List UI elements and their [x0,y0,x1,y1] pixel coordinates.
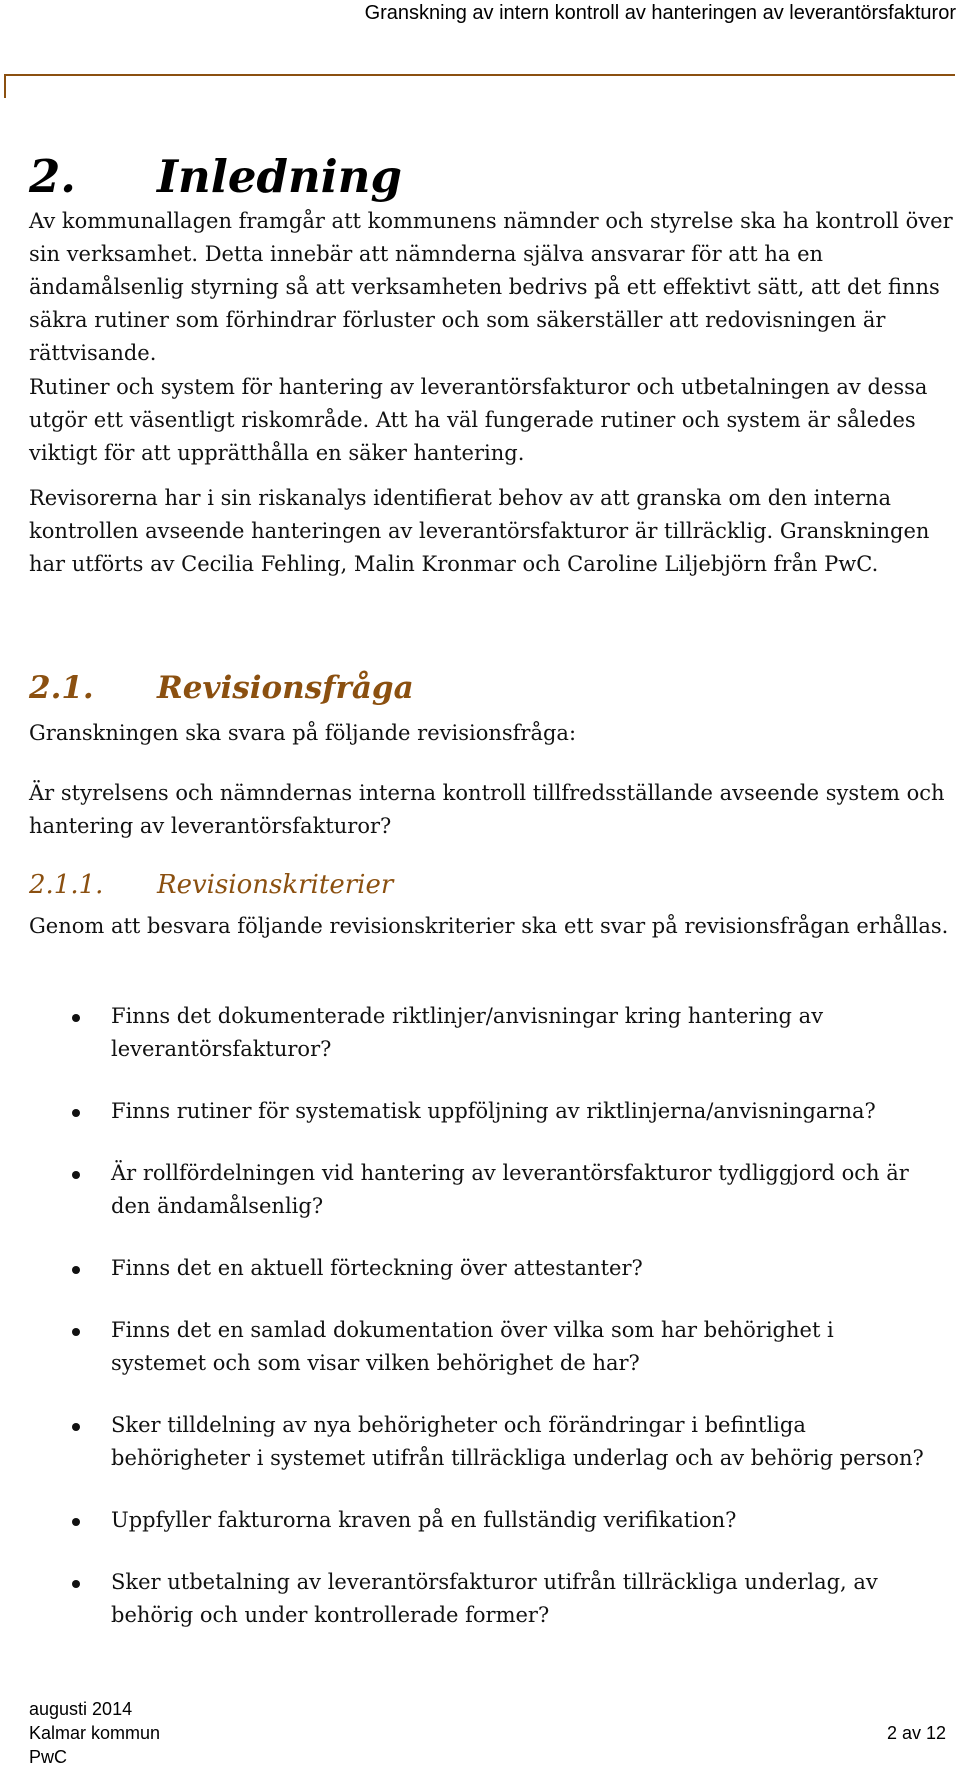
criteria-list [29,1000,929,1661]
subsubsection-title: Revisionskriterier [157,870,394,900]
list-item [29,1409,929,1475]
paragraph-text: Genom att besvara följande revisionskriterier ska ett svar på revisionsfrågan erhållas. [29,914,949,938]
list-item-text: Uppfyller fakturorna kraven på en fullständig verifikation? [111,1508,737,1532]
subsection-intro [29,717,959,750]
list-item-text: Finns det en samlad dokumentation över vilka som har behörighet i systemet och som visar vilken behörighet de har? [111,1318,834,1375]
header-rule-tick [4,74,6,98]
paragraph-text: Rutiner och system för hantering av leverantörsfakturor och utbetalningen av dessa utgör ett väsentligt riskområde. Att ha väl fungerade rutiner och system är således viktigt för att upprätthålla en säker hantering. [29,375,928,465]
paragraph-text: Granskningen ska svara på följande revisionsfråga: [29,721,577,745]
section-number: 2. [29,150,76,203]
list-item [29,1314,929,1380]
subsection-title: Revisionsfråga [157,670,414,706]
subsection-number: 2.1. [29,670,94,706]
subsubsection-number: 2.1.1. [29,870,104,900]
list-item [29,1095,929,1128]
list-item-text: Finns rutiner för systematisk uppföljning av riktlinjerna/anvisningarna? [111,1099,876,1123]
footer-organization: Kalmar kommun [29,1723,161,1743]
bullet-icon [72,1328,80,1336]
header-rule [4,74,955,76]
list-item-text: Finns det en aktuell förteckning över attestanter? [111,1256,643,1280]
bullet-icon [72,1580,80,1588]
section-paragraph-1 [29,205,959,370]
paragraph-text: Av kommunallagen framgår att kommunens nämnder och styrelse ska ha kontroll över sin verksamhet. Detta innebär att nämnderna själva ansvarar för att ha en ändamålsenlig styrning så att verksamheten bedrivs på ett effektivt sätt, att det finns säkra rutiner som förhindrar förluster och som säkerställer att redovisningen är rättvisande. [29,209,953,365]
bullet-icon [72,1518,80,1526]
bullet-icon [72,1266,80,1274]
footer-author: PwC [29,1747,68,1767]
running-header-title: Granskning av intern kontroll av hanteringen av leverantörsfakturor [364,2,956,24]
bullet-icon [72,1014,80,1022]
list-item [29,1504,929,1537]
list-item [29,1566,929,1632]
section-paragraph-3 [29,482,959,581]
list-item [29,1000,929,1066]
list-item-text: Är rollfördelningen vid hantering av leverantörsfakturor tydliggjord och är den ändamålsenlig? [111,1161,909,1218]
list-item-text: Sker utbetalning av leverantörsfakturor utifrån tillräckliga underlag, av behörig och under kontrollerade former? [111,1570,878,1627]
list-item-text: Sker tilldelning av nya behörigheter och förändringar i befintliga behörigheter i systemet utifrån tillräckliga underlag och av behörig person? [111,1413,924,1470]
section-paragraph-2 [29,371,959,470]
footer-date: augusti 2014 [29,1699,133,1719]
paragraph-text: Revisorerna har i sin riskanalys identifierat behov av att granska om den interna kontrollen avseende hanteringen av leverantörsfakturor är tillräcklig. Granskningen har utförts av Cecilia Fehling, Malin Kronmar och Caroline Liljebjörn från PwC. [29,486,930,576]
paragraph-text: Är styrelsens och nämndernas interna kontroll tillfredsställande avseende system och hantering av leverantörsfakturor? [29,781,945,838]
bullet-icon [72,1423,80,1431]
bullet-icon [72,1171,80,1179]
section-title: Inledning [157,150,402,203]
list-item-text: Finns det dokumenterade riktlinjer/anvisningar kring hantering av leverantörsfakturor? [111,1004,824,1061]
list-item [29,1157,929,1223]
audit-question [29,777,959,843]
bullet-icon [72,1109,80,1117]
subsubsection-heading [29,870,393,900]
subsection-heading [29,670,414,706]
subsubsection-intro [29,910,959,943]
footer-info [29,1697,160,1769]
section-heading [29,150,402,203]
page-number: 2 av 12 [886,1723,946,1743]
list-item [29,1252,929,1285]
